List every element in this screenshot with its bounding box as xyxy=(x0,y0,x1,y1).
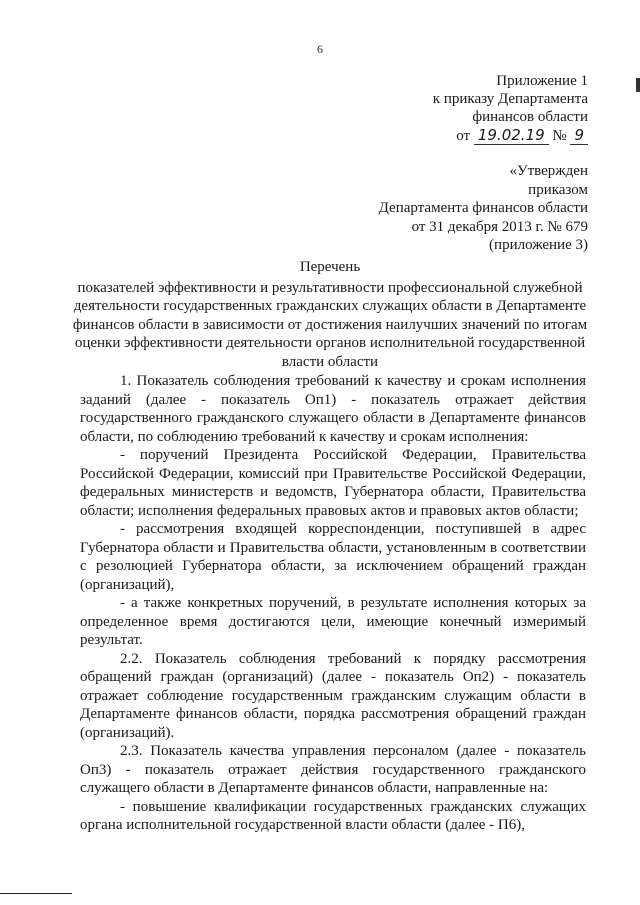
appendix-date-line xyxy=(433,126,588,145)
document-body xyxy=(80,372,586,835)
paragraph-1: 1. Показатель соблюдения требований к качеству и срокам исполнения заданий (далее - показатель Оп1) - показатель отражает действия государственного гражданского служащего области в Департаменте финансов области, по соблюдению требований к качеству и срокам исполнения: xyxy=(80,373,586,445)
approval-stamp-text xyxy=(379,162,588,255)
paragraph-2-3: 2.3. Показатель качества управления персоналом (далее - показатель Оп3) - показатель отражает действия государственного гражданского служащего области в Департаменте финансов области, направленные на: xyxy=(80,743,586,796)
footer-divider xyxy=(0,893,72,894)
title-heading: Перечень xyxy=(299,259,361,275)
approved-line-5: (приложение 3) xyxy=(489,237,588,253)
approved-line-3: Департамента финансов области xyxy=(378,200,588,216)
handwritten-date: 19.02.19 xyxy=(474,126,549,145)
date-prefix: от xyxy=(456,128,471,144)
list-item-specific-orders: - а также конкретных поручений, в результате исполнения которых за определенное время достигаются цели, имеющие конечный измеримый результат. xyxy=(80,595,586,648)
document-title xyxy=(70,258,590,371)
paragraph-2-2: 2.2. Показатель соблюдения требований к порядку рассмотрения обращений граждан (организаций) (далее - показатель Оп2) - показатель отражает соблюдение государственным гражданским служащим области в Департаменте финансов области, порядка рассмотрения обращений граждан (организаций). xyxy=(80,650,586,741)
scan-edge-mark xyxy=(636,78,640,92)
appendix-line-1: Приложение 1 xyxy=(496,73,588,89)
approved-line-4: от 31 декабря 2013 г. № 679 xyxy=(411,218,588,235)
appendix-line-3: финансов области xyxy=(472,109,588,125)
approved-line-2: приказом xyxy=(528,181,588,198)
appendix-header xyxy=(433,72,588,145)
number-prefix: № xyxy=(552,128,567,144)
list-item-qualification: - повышение квалификации государственных гражданских служащих органа исполнительной государственной власти области (далее - П6), xyxy=(80,798,586,833)
list-item-instructions: - поручений Президента Российской Федерации, Правительства Российской Федерации, комиссий при Правительстве Российской Федерации, федеральных министерств и ведомств, Губернатора области, Правительства области; исполнения федеральных правовых актов и правовых актов области; xyxy=(80,447,586,519)
title-subtitle: показателей эффективности и результативности профессиональной служебной деятельности государственных гражданских служащих области в Департаменте финансов области в зависимости от достижения наилучших значений по итогам оценки эффективности деятельности органов исполнительной государственной власти области xyxy=(72,279,588,370)
appendix-line-2: к приказу Департамента xyxy=(432,91,588,107)
handwritten-number: 9 xyxy=(570,126,588,145)
approved-line-1: «Утвержден xyxy=(509,163,588,179)
page-number: 6 xyxy=(317,42,323,56)
list-item-correspondence: - рассмотрения входящей корреспонденции, поступившей в адрес Губернатора области и Правительства области, установленным в соответствии с резолюцией Губернатора области, за исключением обращений граждан (организаций), xyxy=(80,521,586,593)
